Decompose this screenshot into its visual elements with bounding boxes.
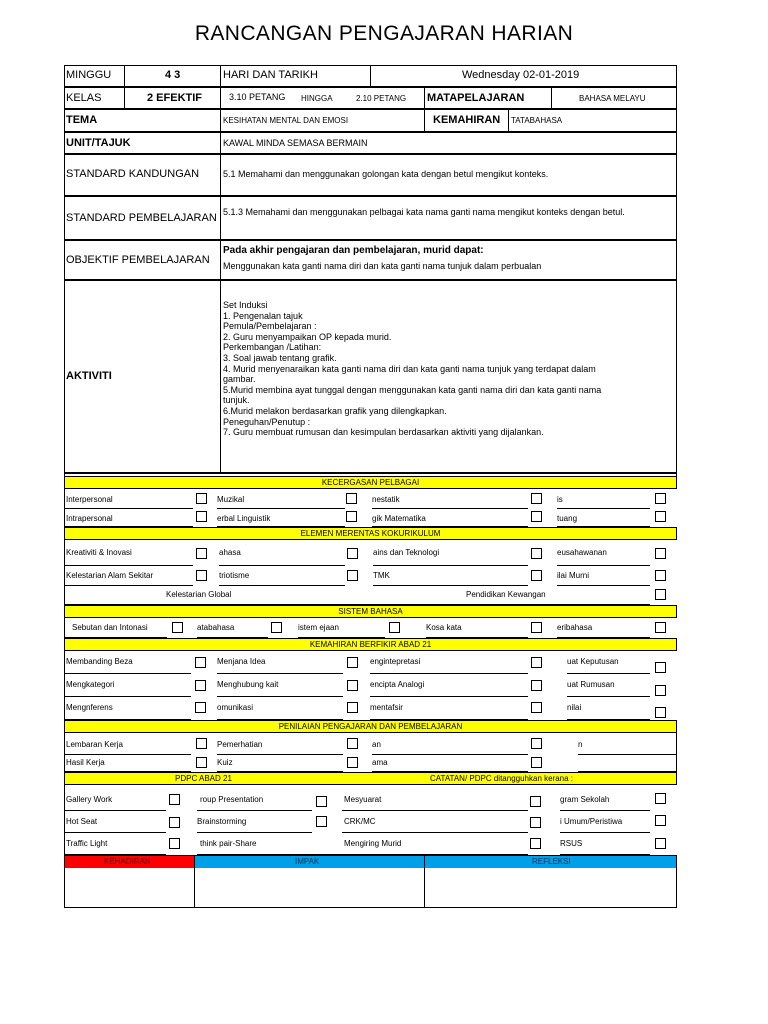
pdpc-program: gram Sekolah	[560, 795, 610, 804]
checkbox[interactable]	[347, 757, 358, 768]
sk-value: 5.1 Memahami dan menggunakan golongan kata dengan betul mengikut konteks.	[223, 169, 549, 179]
checkbox[interactable]	[347, 570, 358, 581]
checkbox[interactable]	[531, 511, 542, 522]
checkbox[interactable]	[655, 838, 666, 849]
sb-ejaan: istem ejaan	[298, 623, 339, 632]
checkbox[interactable]	[169, 794, 180, 805]
checkbox[interactable]	[531, 702, 542, 713]
pdpc-cuti: i Umum/Peristiwa	[560, 817, 623, 826]
sistem-band: SISTEM BAHASA	[64, 605, 677, 618]
minggu-value: 4 3	[165, 69, 181, 81]
kp-kinestatik: nestatik	[372, 495, 400, 504]
aktiviti-line: 6.Murid melakon berdasarkan grafik yang dilengkapkan.	[223, 405, 447, 416]
penilaian-band: PENILAIAN PENGAJARAN DAN PEMBELAJARAN	[64, 720, 677, 733]
kp-intrapersonal: Intrapersonal	[66, 514, 113, 523]
sb-sebutan: Sebutan dan Intonasi	[72, 623, 148, 632]
checkbox[interactable]	[531, 570, 542, 581]
checkbox[interactable]	[316, 796, 327, 807]
aktiviti-line: Peneguhan/Penutup :	[223, 416, 311, 427]
emk-kewangan: Pendidikan Kewangan	[466, 590, 546, 599]
kba-membanding: Membanding Beza	[66, 657, 133, 666]
kba-mengintepretasi: engintepretasi	[370, 657, 421, 666]
kemahiran-value: TATABAHASA	[511, 116, 563, 125]
pn-kuiz: Kuiz	[217, 758, 233, 767]
checkbox[interactable]	[530, 796, 541, 807]
emk-patriotisme: triotisme	[219, 571, 250, 580]
kba-menginferens: Mengnferens	[66, 703, 113, 712]
masa-mula: 3.10 PETANG	[229, 92, 286, 102]
checkbox[interactable]	[347, 738, 358, 749]
checkbox[interactable]	[196, 493, 207, 504]
checkbox[interactable]	[316, 816, 327, 827]
checkbox[interactable]	[347, 702, 358, 713]
checkbox[interactable]	[655, 793, 666, 804]
checkbox[interactable]	[655, 511, 666, 522]
checkbox[interactable]	[531, 757, 542, 768]
checkbox[interactable]	[172, 622, 183, 633]
checkbox[interactable]	[655, 685, 666, 696]
pdpc-crk: CRK/MC	[344, 817, 376, 826]
checkbox[interactable]	[347, 657, 358, 668]
op-value: Menggunakan kata ganti nama diri dan kata ganti nama tunjuk dalam perbualan	[223, 261, 542, 271]
pdpc-traffic: Traffic Light	[66, 839, 108, 848]
kemahiran-label: KEMAHIRAN	[433, 114, 501, 126]
mata-value: BAHASA MELAYU	[579, 94, 646, 103]
kelas-value: 2 EFEKTIF	[147, 92, 203, 104]
kba-analogi: encipta Analogi	[370, 680, 425, 689]
checkbox[interactable]	[346, 493, 357, 504]
checkbox[interactable]	[530, 838, 541, 849]
sb-tatabahasa: atabahasa	[197, 623, 235, 632]
kp-verbal: erbal Linguistik	[217, 514, 271, 523]
aktiviti-line: 2. Guru menyampaikan OP kepada murid.	[223, 331, 392, 342]
kp-logik: gik Matematika	[372, 514, 426, 523]
checkbox[interactable]	[346, 511, 357, 522]
pdpc-gallery: Gallery Work	[66, 795, 113, 804]
emk-tmk: TMK	[373, 571, 390, 580]
checkbox[interactable]	[655, 815, 666, 826]
checkbox[interactable]	[389, 622, 400, 633]
checkbox[interactable]	[196, 570, 207, 581]
emk-nilai-murni: ilai Murni	[557, 571, 590, 580]
aktiviti-line: gambar.	[223, 374, 256, 385]
kp-muzikal: Muzikal	[217, 495, 245, 504]
impak-refleksi-header	[194, 856, 676, 868]
pn-lisan: an	[372, 740, 381, 749]
checkbox[interactable]	[655, 707, 666, 718]
checkbox[interactable]	[195, 702, 206, 713]
checkbox[interactable]	[347, 680, 358, 691]
row-unit	[64, 132, 677, 154]
emk-kelestarian-alam: Kelestarian Alam Sekitar	[66, 571, 154, 580]
pdpc-mengiring: Mengiring Murid	[344, 839, 402, 848]
pdpc-title: PDPC ABAD 21	[175, 774, 232, 783]
checkbox[interactable]	[531, 738, 542, 749]
kp-ruang: tuang	[557, 514, 578, 523]
emk-bahasa: ahasa	[219, 548, 241, 557]
catatan-title: CATATAN/ PDPC ditangguhkan kerana :	[430, 774, 574, 783]
kba-menjana: Menjana Idea	[217, 657, 266, 666]
minggu-label: MINGGU	[66, 69, 112, 81]
op-head: Pada akhir pengajaran dan pembelajaran, murid dapat:	[223, 245, 484, 256]
checkbox[interactable]	[196, 548, 207, 559]
checkbox[interactable]	[196, 511, 207, 522]
checkbox[interactable]	[196, 757, 207, 768]
pdpc-brainstorm: Brainstorming	[197, 817, 247, 826]
aktiviti-line: 4. Murid menyenaraikan kata ganti nama diri dan kata ganti nama tunjuk yang terdapat dalam	[223, 363, 596, 374]
masa-tamat: 2.10 PETANG	[356, 94, 407, 103]
pn-pemerhatian: Pemerhatian	[217, 740, 263, 749]
checkbox[interactable]	[655, 493, 666, 504]
checkbox[interactable]	[195, 657, 206, 668]
tema-value: KESIHATAN MENTAL DAN EMOSI	[223, 116, 349, 125]
pn-lembaran: Lembaran Kerja	[66, 740, 123, 749]
op-label: OBJEKTIF PEMBELAJARAN	[66, 254, 210, 266]
row-tema	[64, 109, 677, 132]
sp-value: 5.1.3 Memahami dan menggunakan pelbagai kata nama ganti nama mengikut konteks dengan betul.	[223, 207, 625, 217]
checkbox[interactable]	[169, 817, 180, 828]
checkbox[interactable]	[531, 657, 542, 668]
aktiviti-list	[223, 300, 675, 438]
aktiviti-line: 1. Pengenalan tajuk	[223, 310, 303, 321]
kba-mentafsir: mentafsir	[370, 703, 403, 712]
sb-peribahasa: eribahasa	[557, 623, 593, 632]
checkbox[interactable]	[655, 589, 666, 600]
kp-naturalis: is	[557, 495, 563, 504]
pdpc-group: roup Presentation	[200, 795, 264, 804]
pdpc-think: think pair-Share	[200, 839, 257, 848]
aktiviti-line: 3. Soal jawab tentang grafik.	[223, 352, 337, 363]
checkbox[interactable]	[195, 680, 206, 691]
checkbox[interactable]	[531, 493, 542, 504]
checkbox[interactable]	[530, 817, 541, 828]
sb-kosa-kata: Kosa kata	[426, 623, 462, 632]
pdpc-band	[64, 772, 677, 785]
checkbox[interactable]	[655, 622, 666, 633]
checkbox[interactable]	[531, 548, 542, 559]
checkbox[interactable]	[531, 680, 542, 691]
aktiviti-line: tunjuk.	[223, 395, 250, 406]
pdpc-hotseat: Hot Seat	[66, 817, 98, 826]
emk-kreativiti: Kreativiti & Inovasi	[66, 548, 132, 557]
kp-interpersonal: Interpersonal	[66, 495, 113, 504]
kba-komunikasi: omunikasi	[217, 703, 254, 712]
checkbox[interactable]	[655, 548, 666, 559]
checkbox[interactable]	[655, 570, 666, 581]
hari-value: Wednesday 02-01-2019	[462, 69, 580, 81]
pdpc-kursus: RSUS	[560, 839, 583, 848]
sk-label: STANDARD KANDUNGAN	[66, 168, 200, 180]
pn-item4: n	[578, 740, 583, 749]
emk-kelestarian-global: Kelestarian Global	[166, 590, 232, 599]
kba-menghubung: Menghubung kait	[217, 680, 279, 689]
impak-label: IMPAK	[295, 857, 320, 866]
kecergasan-band: KECERGASAN PELBAGAI	[64, 476, 677, 489]
checkbox[interactable]	[271, 622, 282, 633]
unit-value: KAWAL MINDA SEMASA BERMAIN	[223, 138, 368, 148]
page-title: RANCANGAN PENGAJARAN HARIAN	[194, 22, 574, 45]
checkbox[interactable]	[655, 662, 666, 673]
sp-label: STANDARD PEMBELAJARAN	[66, 212, 217, 224]
emk-sains: ains dan Teknologi	[373, 548, 440, 557]
kelas-label: KELAS	[66, 92, 102, 104]
mata-label: MATAPELAJARAN	[427, 92, 525, 104]
kba-band: KEMAHIRAN BERFIKIR ABAD 21	[64, 638, 677, 651]
emk-keusahawanan: eusahawanan	[557, 548, 607, 557]
checkbox[interactable]	[196, 738, 207, 749]
aktiviti-label: AKTIVITI	[66, 370, 112, 382]
aktiviti-line: 7. Guru membuat rumusan dan kesimpulan berdasarkan aktiviti yang dijalankan.	[223, 427, 544, 438]
hingga-label: HINGGA	[301, 94, 333, 103]
kba-menilai: nilai	[567, 703, 582, 712]
tema-label: TEMA	[66, 114, 98, 126]
refleksi-label: REFLEKSI	[532, 857, 571, 866]
kba-keputusan: uat Keputusan	[567, 657, 619, 666]
checkbox[interactable]	[169, 838, 180, 849]
pn-hasil: Hasil Kerja	[66, 758, 105, 767]
unit-label: UNIT/TAJUK	[66, 137, 131, 149]
pdpc-mesyuarat: Mesyuarat	[344, 795, 382, 804]
aktiviti-line: 5.Murid membina ayat tunggal dengan menggunakan kata ganti nama diri dan kata ganti nama	[223, 384, 602, 395]
kba-mengkategori: Mengkategori	[66, 680, 115, 689]
pn-drama: ama	[372, 758, 388, 767]
hari-label: HARI DAN TARIKH	[223, 69, 318, 81]
aktiviti-line: Set Induksi	[223, 300, 268, 310]
aktiviti-line: Perkembangan /Latihan:	[223, 342, 322, 353]
kehadiran-label: KEHADIRAN	[104, 857, 151, 866]
checkbox[interactable]	[531, 622, 542, 633]
aktiviti-line: Pemula/Pembelajaran :	[223, 321, 317, 332]
checkbox[interactable]	[347, 548, 358, 559]
emk-band: ELEMEN MERENTAS KOKURIKULUM	[64, 527, 677, 540]
kba-rumusan: uat Rumusan	[567, 680, 615, 689]
